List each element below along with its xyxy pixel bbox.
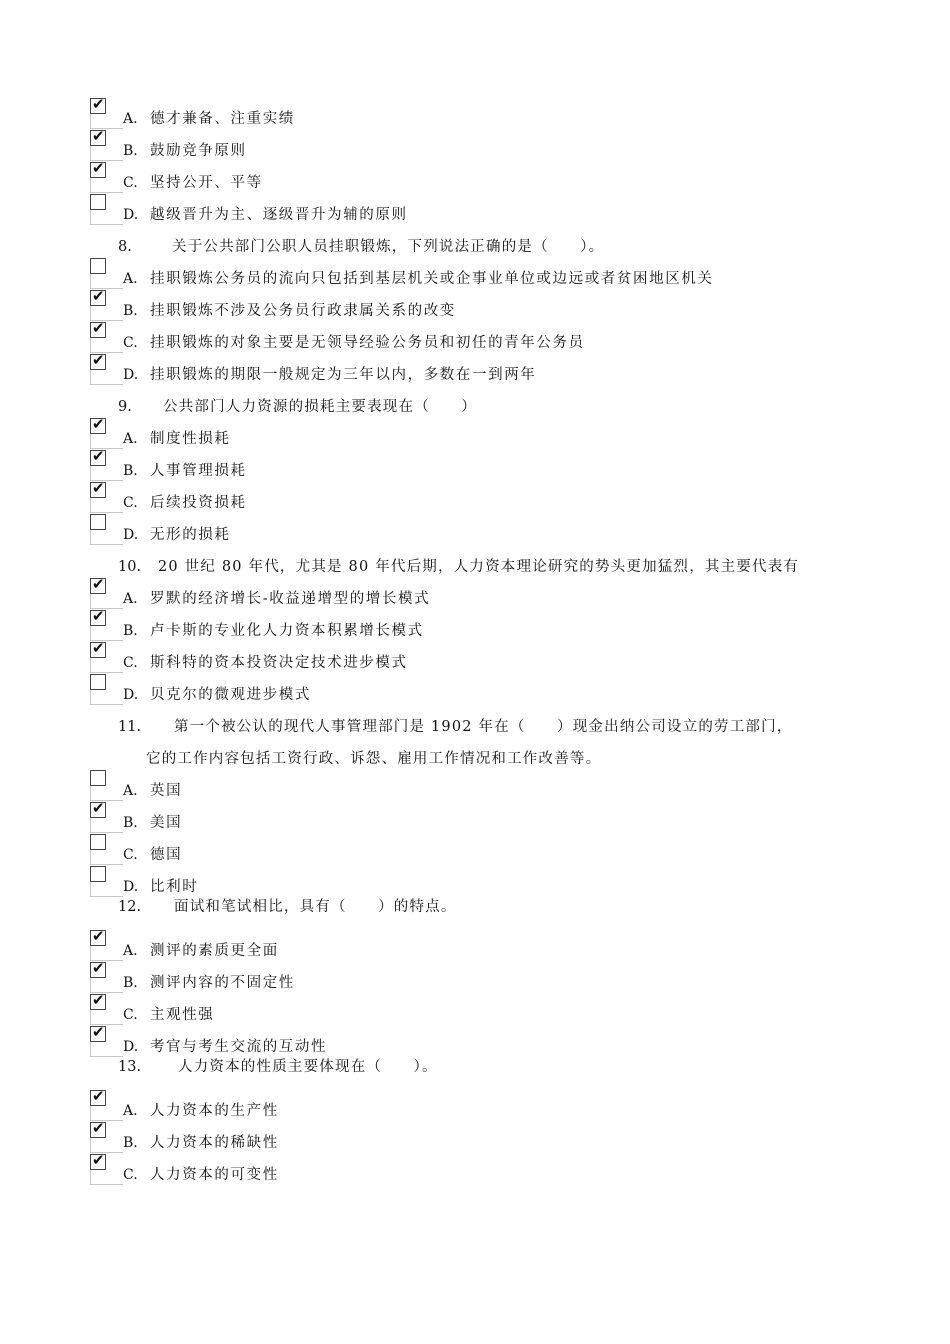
- option-text: 考官与考生交流的互动性: [150, 1039, 328, 1055]
- question-text: 人力资本的性质主要体现在（ ）。: [178, 1059, 438, 1075]
- option-letter: C.: [123, 1007, 138, 1023]
- option-d: [90, 1023, 850, 1058]
- option-text: 测评的素质更全面: [150, 943, 279, 959]
- option-letter: D.: [123, 1039, 139, 1055]
- option-letter: B.: [123, 143, 138, 159]
- option-letter: B.: [123, 623, 138, 639]
- option-text: 比利时: [150, 879, 199, 895]
- option-letter: A.: [123, 431, 138, 447]
- option-checkbox[interactable]: [90, 1151, 106, 1170]
- option-a: [90, 415, 850, 450]
- checkmark-icon: ✔: [92, 799, 105, 817]
- option-letter: C.: [123, 175, 138, 191]
- option-letter: B.: [123, 975, 138, 991]
- option-text: 英国: [150, 783, 183, 799]
- option-text: 美国: [150, 815, 183, 831]
- option-text: 主观性强: [150, 1007, 215, 1023]
- option-checkbox[interactable]: [90, 799, 106, 818]
- option-checkbox[interactable]: [90, 351, 106, 370]
- option-letter: A.: [123, 271, 138, 287]
- option-text: 无形的损耗: [150, 527, 231, 543]
- question-number: 8.: [118, 239, 132, 255]
- option-letter: C.: [123, 1167, 138, 1183]
- option-text: 德才兼备、注重实绩: [150, 111, 295, 127]
- option-checkbox[interactable]: [90, 258, 106, 274]
- option-a: [90, 770, 850, 802]
- option-text: 人力资本的生产性: [150, 1103, 279, 1119]
- question-text: 公共部门人力资源的损耗主要表现在（ ）: [163, 399, 477, 415]
- question-number: 13.: [118, 1059, 142, 1075]
- option-checkbox[interactable]: [90, 514, 106, 530]
- option-b: [90, 1119, 850, 1154]
- checkmark-icon: ✔: [92, 1023, 105, 1041]
- option-text: 卢卡斯的专业化人力资本积累增长模式: [150, 623, 424, 639]
- checkmark-icon: ✔: [92, 607, 105, 625]
- option-c: [90, 1151, 850, 1186]
- option-checkbox[interactable]: [90, 159, 106, 178]
- option-letter: A.: [123, 943, 138, 959]
- option-checkbox[interactable]: [90, 991, 106, 1010]
- option-b: [90, 607, 850, 642]
- option-b: [90, 959, 850, 994]
- option-a: [90, 95, 850, 130]
- option-text: 鼓励竞争原则: [150, 143, 247, 159]
- option-checkbox[interactable]: [90, 959, 106, 978]
- option-checkbox[interactable]: [90, 1023, 106, 1042]
- option-checkbox[interactable]: [90, 607, 106, 626]
- checkmark-icon: ✔: [92, 575, 105, 593]
- option-checkbox[interactable]: [90, 319, 106, 338]
- question-text: 关于公共部门公职人员挂职锻炼，下列说法正确的是（ ）。: [172, 239, 605, 255]
- option-b: [90, 799, 850, 834]
- option-checkbox[interactable]: [90, 194, 106, 210]
- option-letter: A.: [123, 591, 138, 607]
- option-d: [90, 194, 850, 226]
- option-a: [90, 258, 850, 290]
- option-text: 贝克尔的微观进步模式: [150, 687, 311, 703]
- checkmark-icon: ✔: [92, 1119, 105, 1137]
- question-number: 11.: [118, 719, 142, 735]
- option-checkbox[interactable]: [90, 415, 106, 434]
- option-checkbox[interactable]: [90, 639, 106, 658]
- checkmark-icon: ✔: [92, 991, 105, 1009]
- option-checkbox[interactable]: [90, 287, 106, 306]
- option-text: 人力资本的稀缺性: [150, 1135, 279, 1151]
- option-letter: D.: [123, 687, 139, 703]
- option-c: [90, 319, 850, 354]
- option-checkbox[interactable]: [90, 674, 106, 690]
- option-a: [90, 1087, 850, 1122]
- option-b: [90, 447, 850, 482]
- option-checkbox[interactable]: [90, 447, 106, 466]
- option-letter: D.: [123, 879, 139, 895]
- checkmark-icon: ✔: [92, 959, 105, 977]
- checkmark-icon: ✔: [92, 287, 105, 305]
- option-letter: D.: [123, 527, 139, 543]
- option-b: [90, 287, 850, 322]
- option-checkbox[interactable]: [90, 866, 106, 882]
- question-number: 12.: [118, 899, 142, 915]
- option-letter: D.: [123, 207, 139, 223]
- option-checkbox[interactable]: [90, 479, 106, 498]
- option-text: 斯科特的资本投资决定技术进步模式: [150, 655, 408, 671]
- option-checkbox[interactable]: [90, 95, 106, 114]
- option-letter: C.: [123, 335, 138, 351]
- option-letter: D.: [123, 367, 139, 383]
- option-c: [90, 159, 850, 194]
- option-letter: C.: [123, 495, 138, 511]
- option-checkbox[interactable]: [90, 927, 106, 946]
- checkmark-icon: ✔: [92, 159, 105, 177]
- option-d: [90, 514, 850, 546]
- checkmark-icon: ✔: [92, 1087, 105, 1105]
- question-number: 10.: [118, 559, 142, 575]
- option-checkbox[interactable]: [90, 1087, 106, 1106]
- option-a: [90, 575, 850, 610]
- option-text: 越级晋升为主、逐级晋升为辅的原则: [150, 207, 408, 223]
- option-text: 制度性损耗: [150, 431, 231, 447]
- option-text: 罗默的经济增长-收益递增型的增长模式: [150, 591, 431, 607]
- question-text: 第一个被公认的现代人事管理部门是 1902 年在（ ）现金出纳公司设立的劳工部门，: [174, 719, 793, 735]
- option-letter: C.: [123, 655, 138, 671]
- option-text: 挂职锻炼公务员的流向只包括到基层机关或企事业单位或边远或者贫困地区机关: [150, 271, 714, 287]
- option-text: 挂职锻炼不涉及公务员行政隶属关系的改变: [150, 303, 456, 319]
- checkmark-icon: ✔: [92, 447, 105, 465]
- option-d: [90, 674, 850, 706]
- option-letter: C.: [123, 847, 138, 863]
- option-text: 测评内容的不固定性: [150, 975, 295, 991]
- checkmark-icon: ✔: [92, 415, 105, 433]
- option-letter: B.: [123, 815, 138, 831]
- option-letter: B.: [123, 303, 138, 319]
- option-text: 后续投资损耗: [150, 495, 247, 511]
- option-text: 坚持公开、平等: [150, 175, 263, 191]
- checkmark-icon: ✔: [92, 319, 105, 337]
- option-letter: B.: [123, 463, 138, 479]
- option-c: [90, 834, 850, 866]
- option-c: [90, 479, 850, 514]
- option-c: [90, 639, 850, 674]
- question-text: 面试和笔试相比，具有（ ）的特点。: [174, 899, 457, 915]
- checkmark-icon: ✔: [92, 1151, 105, 1169]
- option-letter: B.: [123, 1135, 138, 1151]
- option-a: [90, 927, 850, 962]
- option-letter: A.: [123, 111, 138, 127]
- option-text: 人事管理损耗: [150, 463, 247, 479]
- question-number: 9.: [118, 399, 132, 415]
- option-checkbox[interactable]: [90, 770, 106, 786]
- checkmark-icon: ✔: [92, 127, 105, 145]
- checkmark-icon: ✔: [92, 351, 105, 369]
- option-text: 挂职锻炼的期限一般规定为三年以内，多数在一到两年: [150, 367, 537, 383]
- checkmark-icon: ✔: [92, 95, 105, 113]
- checkmark-icon: ✔: [92, 639, 105, 657]
- option-c: [90, 991, 850, 1026]
- checkmark-icon: ✔: [92, 927, 105, 945]
- option-text: 德国: [150, 847, 183, 863]
- option-b: [90, 127, 850, 162]
- option-letter: A.: [123, 1103, 138, 1119]
- option-d: [90, 351, 850, 386]
- option-checkbox[interactable]: [90, 575, 106, 594]
- option-checkbox[interactable]: [90, 834, 106, 850]
- option-letter: A.: [123, 783, 138, 799]
- option-text: 人力资本的可变性: [150, 1167, 279, 1183]
- option-checkbox[interactable]: [90, 1119, 106, 1138]
- question-text-continued: 它的工作内容包括工资行政、诉怨、雇用工作情况和工作改善等。: [146, 751, 602, 767]
- option-d: [90, 866, 850, 898]
- option-text: 挂职锻炼的对象主要是无领导经验公务员和初任的青年公务员: [150, 335, 585, 351]
- question-text: 20 世纪 80 年代，尤其是 80 年代后期，人力资本理论研究的势头更加猛烈，其主要代表有: [158, 559, 800, 575]
- checkmark-icon: ✔: [92, 479, 105, 497]
- option-checkbox[interactable]: [90, 127, 106, 146]
